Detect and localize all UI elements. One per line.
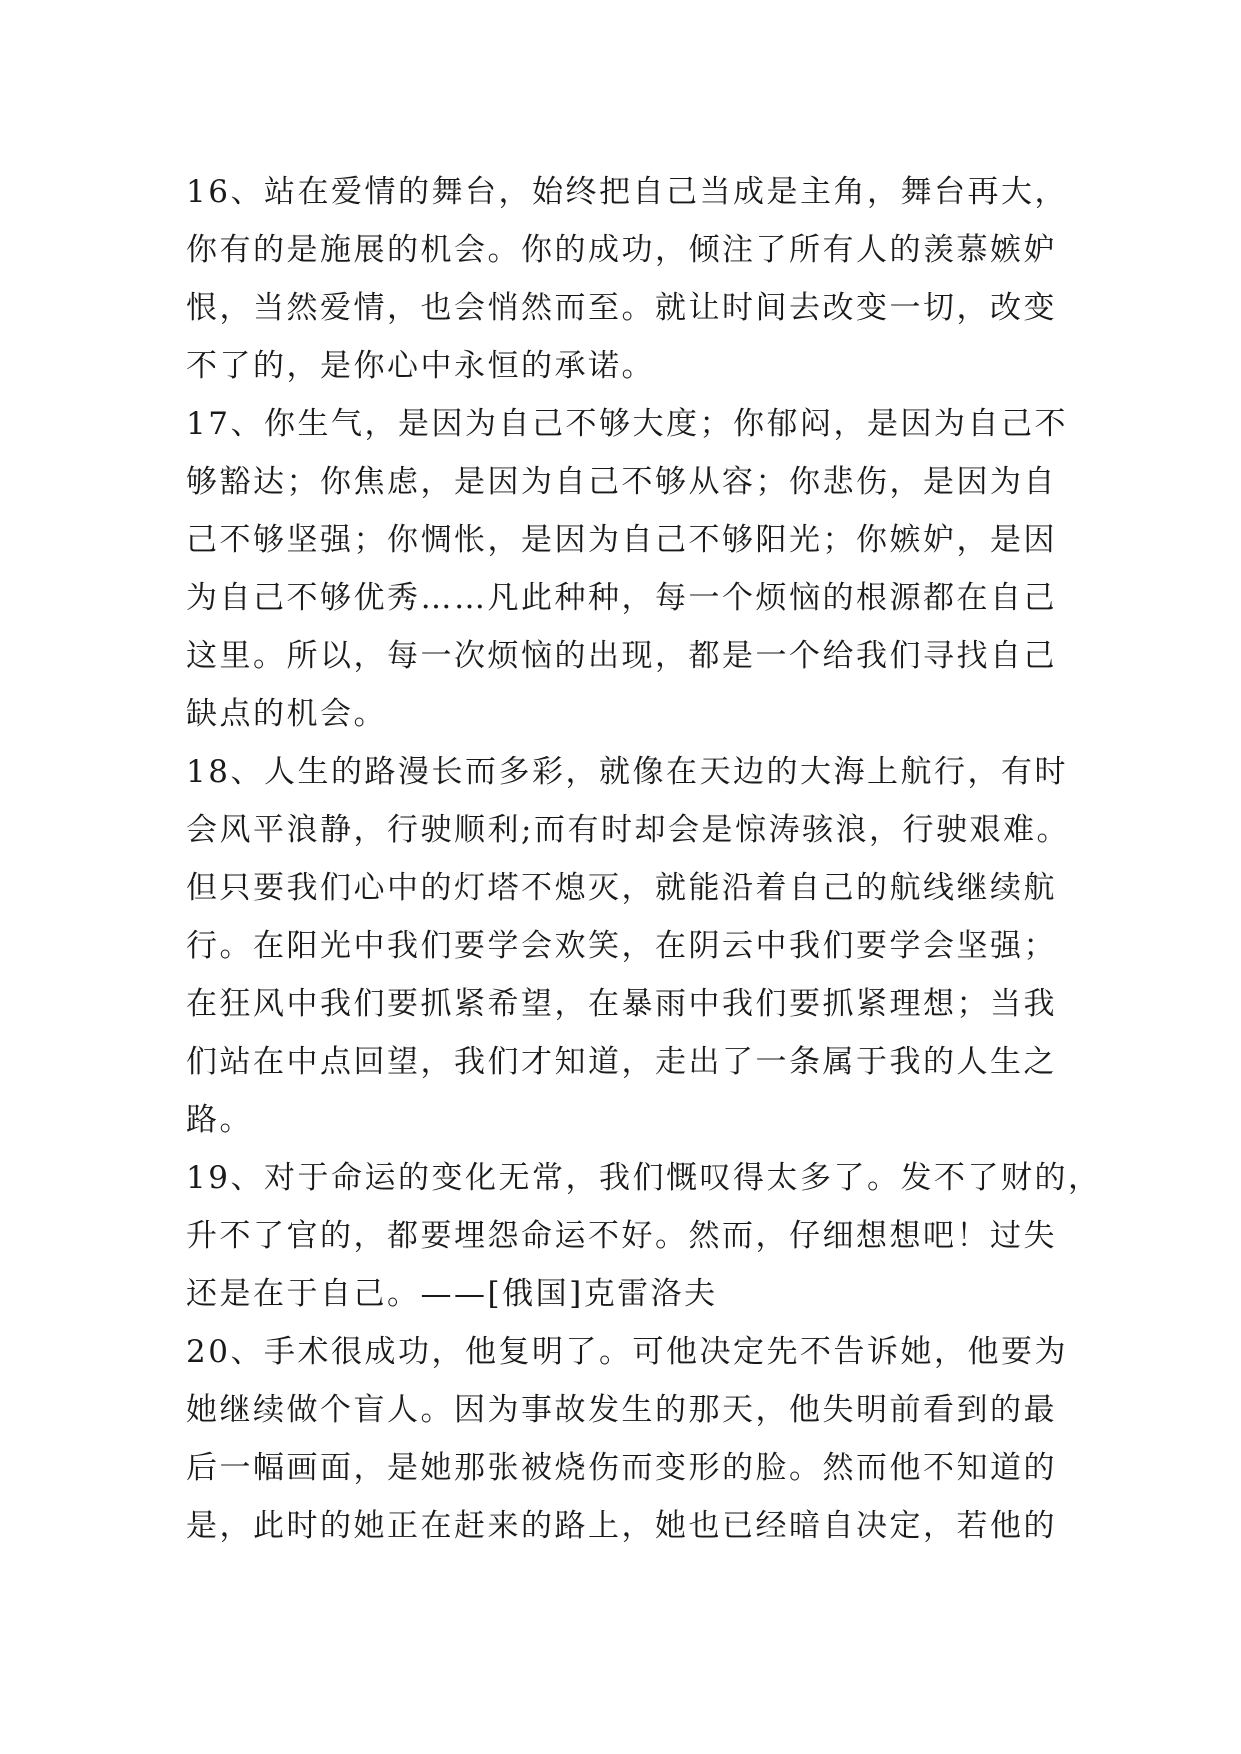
text-line: 恨，当然爱情，也会悄然而至。就让时间去改变一切，改变 [186, 290, 1057, 326]
text-line: 18、人生的路漫长而多彩，就像在天边的大海上航行，有时 [186, 754, 1068, 790]
text-line: 20、手术很成功，他复明了。可他决定先不告诉她，他要为 [186, 1334, 1068, 1370]
paragraph-17 [186, 395, 1066, 743]
text-line: 16、站在爱情的舞台，始终把自己当成是主角，舞台再大， [186, 174, 1068, 210]
text-line: 会风平浪静，行驶顺利;而有时却会是惊涛骇浪，行驶艰难。 [186, 812, 1070, 848]
text-line: 为自己不够优秀……凡此种种，每一个烦恼的根源都在自己 [186, 580, 1057, 616]
text-line: 够豁达；你焦虑，是因为自己不够从容；你悲伤，是因为自 [186, 464, 1057, 500]
text-line: 19、对于命运的变化无常，我们慨叹得太多了。发不了财的， [186, 1160, 1102, 1196]
text-line: 后一幅画面，是她那张被烧伤而变形的脸。然而他不知道的 [186, 1450, 1057, 1486]
text-line: 你有的是施展的机会。你的成功，倾注了所有人的羡慕嫉妒 [186, 232, 1057, 268]
text-line: 升不了官的，都要埋怨命运不好。然而，仔细想想吧！过失 [186, 1218, 1057, 1254]
text-line: 行。在阳光中我们要学会欢笑，在阴云中我们要学会坚强； [186, 928, 1057, 964]
paragraph-16 [186, 163, 1066, 395]
text-line: 己不够坚强；你惆怅，是因为自己不够阳光；你嫉妒，是因 [186, 522, 1057, 558]
text-line: 这里。所以，每一次烦恼的出现，都是一个给我们寻找自己 [186, 638, 1057, 674]
text-line: 她继续做个盲人。因为事故发生的那天，他失明前看到的最 [186, 1392, 1057, 1428]
paragraph-18 [186, 743, 1070, 1149]
text-line: 是，此时的她正在赶来的路上，她也已经暗自决定，若他的 [186, 1508, 1057, 1544]
text-line: 还是在于自己。——[俄国]克雷洛夫 [186, 1276, 718, 1312]
text-line: 在狂风中我们要抓紧希望，在暴雨中我们要抓紧理想；当我 [186, 986, 1057, 1022]
text-line: 不了的，是你心中永恒的承诺。 [186, 348, 655, 384]
document-body [186, 163, 1102, 1555]
text-line: 路。 [186, 1102, 253, 1138]
text-line: 但只要我们心中的灯塔不熄灭，就能沿着自己的航线继续航 [186, 870, 1057, 906]
text-line: 们站在中点回望，我们才知道，走出了一条属于我的人生之 [186, 1044, 1057, 1080]
text-line: 17、你生气，是因为自己不够大度；你郁闷，是因为自己不 [186, 406, 1068, 442]
paragraph-20 [186, 1323, 1066, 1555]
paragraph-19 [186, 1149, 1102, 1323]
text-line: 缺点的机会。 [186, 696, 387, 732]
